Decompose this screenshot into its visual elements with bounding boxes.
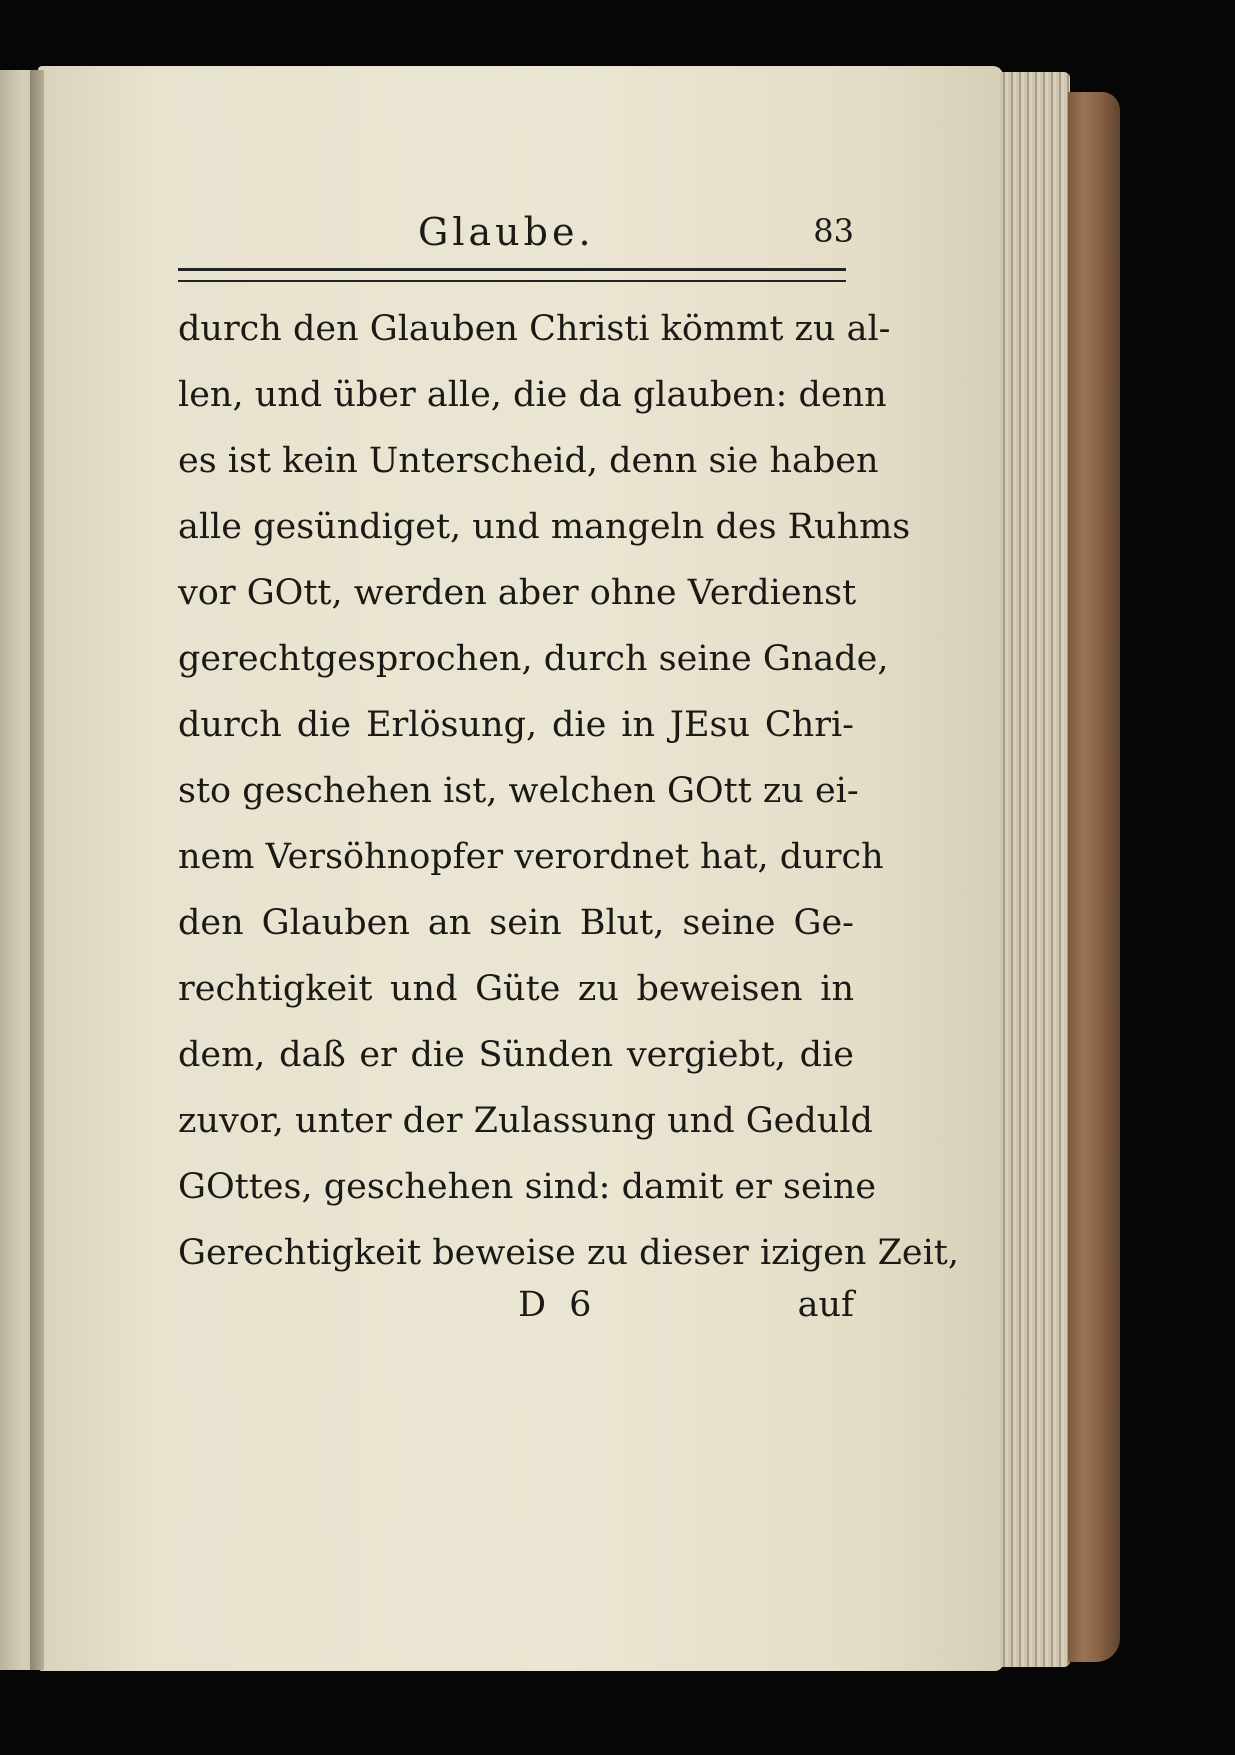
text-line: alle gesündiget, und mangeln des Ruhms	[178, 507, 911, 547]
text-line: len, und über alle, die da glauben: denn	[178, 375, 887, 415]
text-line: rechtigkeit und Güte zu beweisen in	[178, 969, 854, 1009]
page-footer	[178, 1285, 854, 1335]
text-line: es ist kein Unterscheid, denn sie haben	[178, 441, 879, 481]
catchword: auf	[797, 1285, 854, 1325]
page-number: 83	[813, 212, 854, 250]
text-line: zuvor, unter der Zulassung und Geduld	[178, 1101, 873, 1141]
body-text	[178, 296, 959, 1286]
header-rule	[178, 268, 846, 282]
text-line: durch den Glauben Christi kömmt zu al-	[178, 309, 891, 349]
text-line: gerechtgesprochen, durch seine Gnade,	[178, 639, 889, 679]
page-header	[178, 210, 854, 270]
text-line: sto geschehen ist, welchen GOtt zu ei-	[178, 771, 859, 811]
text-line: durch die Erlösung, die in JEsu Chri-	[178, 705, 854, 745]
running-title: Glaube.	[418, 210, 595, 254]
text-line: vor GOtt, werden aber ohne Verdienst	[178, 573, 857, 613]
signature-mark: D 6	[518, 1285, 592, 1325]
text-line: dem, daß er die Sünden vergiebt, die	[178, 1035, 854, 1075]
book-gutter	[30, 70, 44, 1670]
text-line: GOttes, geschehen sind: damit er seine	[178, 1167, 877, 1207]
page-edges	[1000, 72, 1070, 1667]
text-line: den Glauben an sein Blut, seine Ge-	[178, 903, 854, 943]
text-line: Gerechtigkeit beweise zu dieser izigen Zeit,	[178, 1233, 959, 1273]
text-line: nem Versöhnopfer verordnet hat, durch	[178, 837, 884, 877]
book-cover-edge	[1068, 92, 1120, 1662]
